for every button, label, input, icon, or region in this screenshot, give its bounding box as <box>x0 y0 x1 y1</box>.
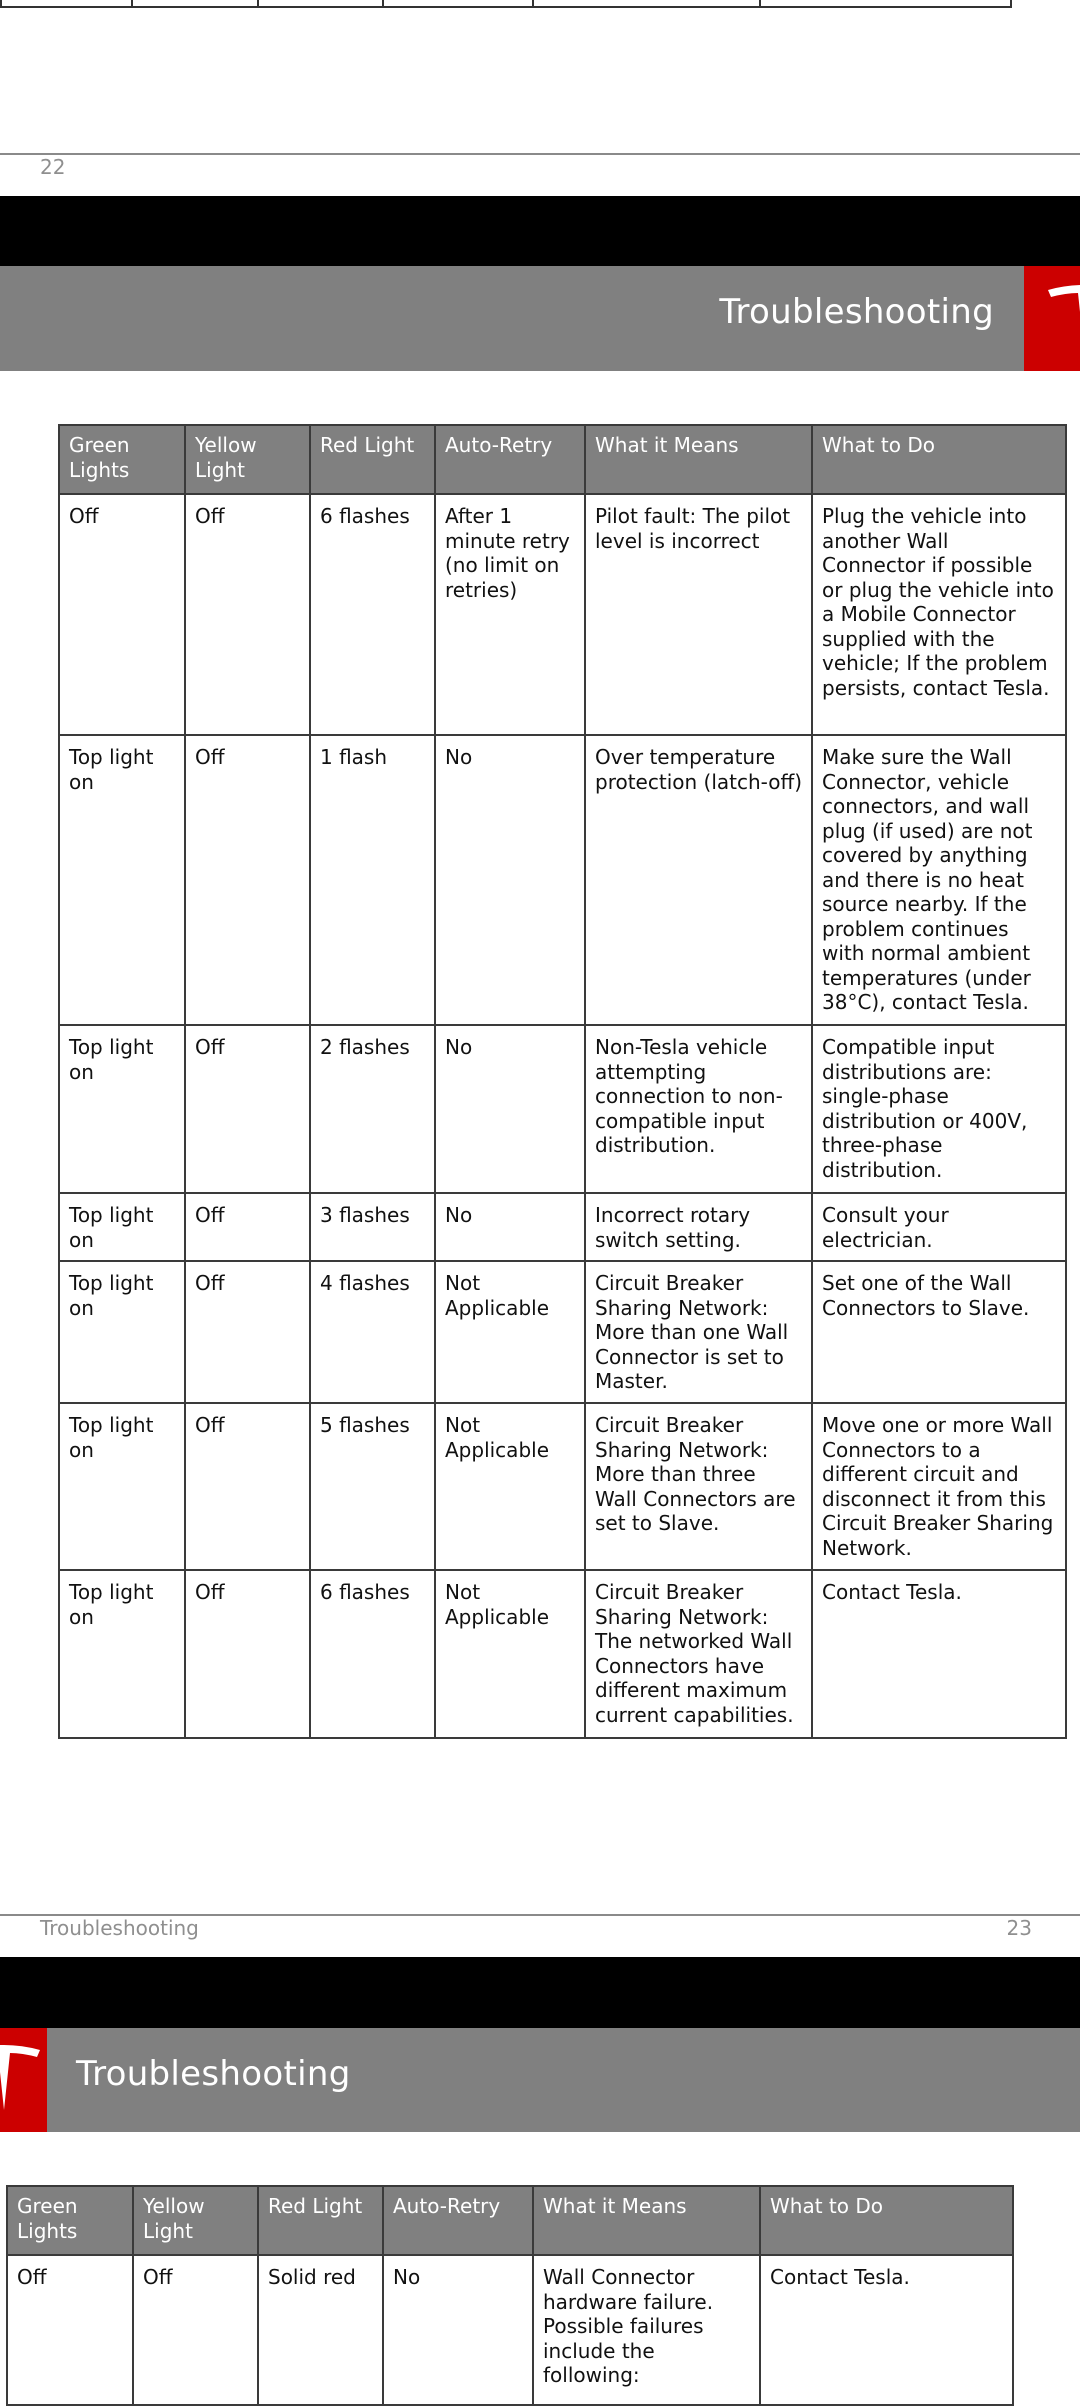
cell-green-lights: Top light on <box>59 1193 185 1261</box>
cell-red-light: 1 flash <box>310 735 435 1025</box>
column-header-what-to-do: What to Do <box>812 425 1066 494</box>
cell-yellow-light: Off <box>185 1261 310 1403</box>
column-header-auto-retry: Auto-Retry <box>383 2186 533 2255</box>
cell-yellow-light: Off <box>185 1025 310 1193</box>
cell-red-light: Solid red <box>258 2255 383 2405</box>
table-row <box>59 1025 1066 1193</box>
column-header-red-light: Red Light <box>258 2186 383 2255</box>
cell-green-lights: Top light on <box>59 1403 185 1570</box>
cell-auto-retry: No <box>435 1025 585 1193</box>
column-header-green-lights: Green Lights <box>7 2186 133 2255</box>
cell-what-it-means: Circuit Breaker Sharing Network: More than three Wall Connectors are set to Slave. <box>585 1403 812 1570</box>
cell-what-it-means: Incorrect rotary switch setting. <box>585 1193 812 1261</box>
table-row <box>59 1193 1066 1261</box>
cell-what-it-means: Circuit Breaker Sharing Network: More than one Wall Connector is set to Master. <box>585 1261 812 1403</box>
tesla-logo-icon <box>0 2028 47 2132</box>
page-title: Troubleshooting <box>719 292 994 332</box>
table-row <box>59 1570 1066 1738</box>
cell-red-light: 3 flashes <box>310 1193 435 1261</box>
table-row <box>59 735 1066 1025</box>
cell-red-light: 5 flashes <box>310 1403 435 1570</box>
tesla-logo-icon <box>1024 266 1080 371</box>
cell-what-it-means: Pilot fault: The pilot level is incorrect <box>585 494 812 735</box>
column-header-yellow-light: Yellow Light <box>133 2186 258 2255</box>
column-header-auto-retry: Auto-Retry <box>435 425 585 494</box>
cell-auto-retry: No <box>435 1193 585 1261</box>
page-separator <box>0 196 1080 266</box>
cell-what-to-do: Move one or more Wall Connectors to a different circuit and disconnect it from this Circuit Breaker Sharing Network. <box>812 1403 1066 1570</box>
column-header-what-it-means: What it Means <box>585 425 812 494</box>
cell-green-lights: Off <box>59 494 185 735</box>
page-number: 22 <box>40 155 66 179</box>
cell-red-light: 4 flashes <box>310 1261 435 1403</box>
column-header-green-lights: Green Lights <box>59 425 185 494</box>
cell-auto-retry: Not Applicable <box>435 1261 585 1403</box>
cell-auto-retry: Not Applicable <box>435 1570 585 1738</box>
table-row <box>59 1403 1066 1570</box>
previous-table-bottom-edge <box>0 0 1012 8</box>
table-row <box>7 2255 1013 2405</box>
cell-green-lights: Top light on <box>59 1570 185 1738</box>
column-header-what-it-means: What it Means <box>533 2186 760 2255</box>
column-header-what-to-do: What to Do <box>760 2186 1013 2255</box>
cell-green-lights: Top light on <box>59 1025 185 1193</box>
troubleshooting-table <box>58 424 1067 1739</box>
cell-red-light: 6 flashes <box>310 494 435 735</box>
cell-what-to-do: Compatible input distributions are: single-phase distribution or 400V, three-phase distribution. <box>812 1025 1066 1193</box>
cell-what-it-means: Non-Tesla vehicle attempting connection to non-compatible input distribution. <box>585 1025 812 1193</box>
cell-what-to-do: Set one of the Wall Connectors to Slave. <box>812 1261 1066 1403</box>
cell-yellow-light: Off <box>185 735 310 1025</box>
footer-section-label: Troubleshooting <box>40 1916 199 1940</box>
cell-what-to-do: Make sure the Wall Connector, vehicle connectors, and wall plug (if used) are not covered by anything and there is no heat source nearby. If the problem continues with normal ambient temperatures (under 38°C), contact Tesla. <box>812 735 1066 1025</box>
page-footer-rule <box>0 153 1080 155</box>
table-row <box>59 494 1066 735</box>
cell-yellow-light: Off <box>185 1570 310 1738</box>
cell-what-it-means: Over temperature protection (latch-off) <box>585 735 812 1025</box>
column-header-yellow-light: Yellow Light <box>185 425 310 494</box>
cell-red-light: 6 flashes <box>310 1570 435 1738</box>
cell-what-to-do: Contact Tesla. <box>812 1570 1066 1738</box>
cell-what-to-do: Contact Tesla. <box>760 2255 1013 2405</box>
cell-red-light: 2 flashes <box>310 1025 435 1193</box>
cell-auto-retry: Not Applicable <box>435 1403 585 1570</box>
cell-what-to-do: Plug the vehicle into another Wall Connector if possible or plug the vehicle into a Mobile Connector supplied with the vehicle; If the problem persists, contact Tesla. <box>812 494 1066 735</box>
cell-yellow-light: Off <box>185 494 310 735</box>
table-header-row <box>59 425 1066 494</box>
cell-what-to-do: Consult your electrician. <box>812 1193 1066 1261</box>
cell-yellow-light: Off <box>133 2255 258 2405</box>
page-separator <box>0 1957 1080 2028</box>
cell-yellow-light: Off <box>185 1193 310 1261</box>
page-title: Troubleshooting <box>76 2054 351 2094</box>
troubleshooting-table <box>6 2185 1014 2406</box>
cell-auto-retry: No <box>435 735 585 1025</box>
cell-green-lights: Off <box>7 2255 133 2405</box>
cell-green-lights: Top light on <box>59 735 185 1025</box>
table-header-row <box>7 2186 1013 2255</box>
column-header-red-light: Red Light <box>310 425 435 494</box>
cell-green-lights: Top light on <box>59 1261 185 1403</box>
page-number: 23 <box>1006 1916 1032 1940</box>
table-row <box>59 1261 1066 1403</box>
cell-what-it-means: Circuit Breaker Sharing Network: The networked Wall Connectors have different maximum current capabilities. <box>585 1570 812 1738</box>
cell-what-it-means: Wall Connector hardware failure. Possible failures include the following: <box>533 2255 760 2405</box>
cell-auto-retry: After 1 minute retry (no limit on retries) <box>435 494 585 735</box>
cell-yellow-light: Off <box>185 1403 310 1570</box>
cell-auto-retry: No <box>383 2255 533 2405</box>
